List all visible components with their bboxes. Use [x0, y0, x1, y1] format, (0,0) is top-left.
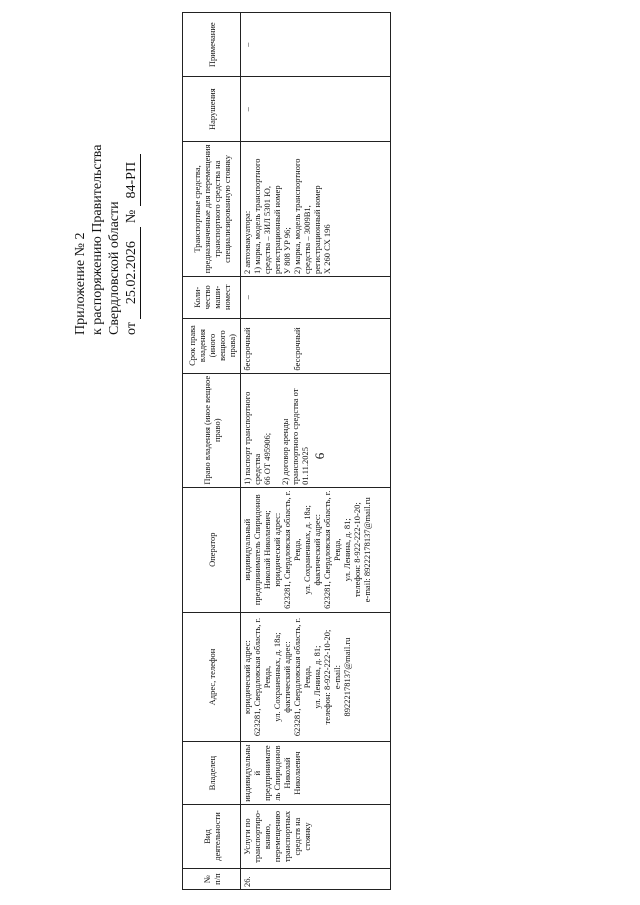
header-count: Коли-чество маши-номест — [183, 276, 241, 318]
appendix-line-2: к распоряжению Правительства — [90, 144, 105, 335]
header-owner: Владелец — [183, 742, 241, 804]
appendix-date-line — [123, 35, 141, 335]
header-term: Срок права владения (иного вещного права) — [183, 318, 241, 373]
term-line: бессрочный — [242, 327, 252, 371]
operator-line: 623281, Свердловская область, г. Ревда, — [282, 490, 302, 609]
header-num: № п/п — [183, 869, 241, 890]
row-owner: индивидуальный предприниматель Спиридонов Николай Николаевич — [241, 742, 391, 804]
header-violations: Нарушения — [183, 77, 241, 141]
row-activity: Услуги по транспортиро-ванию, перемещению транспортных средств на стоянку — [241, 804, 391, 868]
right-line: 2) договор аренды транспортного средства от 01.11.2025 — [280, 388, 310, 485]
address-line: 89222178137@mail.ru — [342, 637, 352, 717]
vehicles-line: 2) марка, модель транспортного средства – 3009В1, регистрационный номер — [292, 158, 322, 274]
row-violations: – — [241, 77, 391, 141]
vehicles-line: 2 автоэвакуатора: — [242, 210, 252, 274]
operator-line: фактический адрес: — [312, 514, 322, 586]
term-line: бессрочный — [292, 327, 302, 371]
row-count: – — [241, 276, 391, 318]
vehicles-line: У 808 УР 96; — [282, 227, 292, 274]
appendix-header — [72, 35, 141, 335]
appendix-title: Приложение № 2 — [73, 232, 88, 335]
operator-line: ул. Сохраненных, д. 18а; — [302, 505, 312, 595]
address-line: фактический адрес: — [282, 641, 292, 713]
table-header-row — [183, 13, 241, 890]
row-right — [241, 373, 391, 487]
appendix-line-3: Свердловской области — [107, 201, 122, 335]
page-number: 6 — [312, 452, 327, 460]
vehicles-line: 1) марка, модель транспортного средства – ЗИЛ 5301 Ю, регистрационный номер — [252, 158, 282, 274]
address-line: 623281, Свердловская область, г. Ревда, — [252, 617, 272, 737]
address-line: ул. Ленина, д. 81; — [312, 645, 322, 709]
header-activity: Вид деятельности — [183, 804, 241, 868]
header-right: Право владения (иное вещное право) — [183, 373, 241, 487]
operators-table — [182, 12, 391, 890]
table-row — [241, 13, 391, 890]
address-line: 623281, Свердловская область, г. Ревда, — [292, 617, 312, 737]
operator-line: индивидуальный предприниматель Спиридонов Николай Николаевич; — [242, 494, 272, 606]
operator-line: юридический адрес: — [272, 512, 282, 587]
row-term — [241, 318, 391, 373]
operator-line: e-mail: 89222178137@mail.ru — [362, 497, 372, 603]
right-line: 1) паспорт транспортного средства — [242, 391, 262, 485]
right-line: 66 ОТ 495906; — [262, 432, 272, 485]
vehicles-line: Х 260 СХ 196 — [322, 224, 332, 274]
header-address: Адрес, телефон — [183, 612, 241, 742]
operator-line: ул. Ленина, д. 81; — [342, 518, 352, 582]
address-line: e-mail: — [332, 664, 342, 690]
header-operator: Оператор — [183, 487, 241, 612]
row-note: – — [241, 13, 391, 77]
number-label: № — [124, 209, 139, 224]
document-number: 84-РП — [123, 154, 141, 206]
address-line: юридический адрес: — [242, 640, 252, 714]
row-num: 26. — [241, 869, 391, 890]
operator-line: телефон: 8-922-222-10-20; — [352, 502, 362, 598]
row-address — [241, 612, 391, 742]
row-vehicles — [241, 141, 391, 276]
address-line: телефон: 8-922-222-10-20; — [322, 629, 332, 725]
operator-line: 623281, Свердловская область, г. Ревда, — [322, 490, 342, 609]
header-note: Примечание — [183, 13, 241, 77]
address-line: ул. Сохраненных, д. 18а; — [272, 632, 282, 722]
header-vehicles: Транспортные средства, предназначенные для перемещения транспортного средства на специализированную стоянку — [183, 141, 241, 276]
row-operator — [241, 487, 391, 612]
document-date: 25.02.2026 — [123, 227, 141, 319]
from-label: от — [124, 322, 139, 335]
